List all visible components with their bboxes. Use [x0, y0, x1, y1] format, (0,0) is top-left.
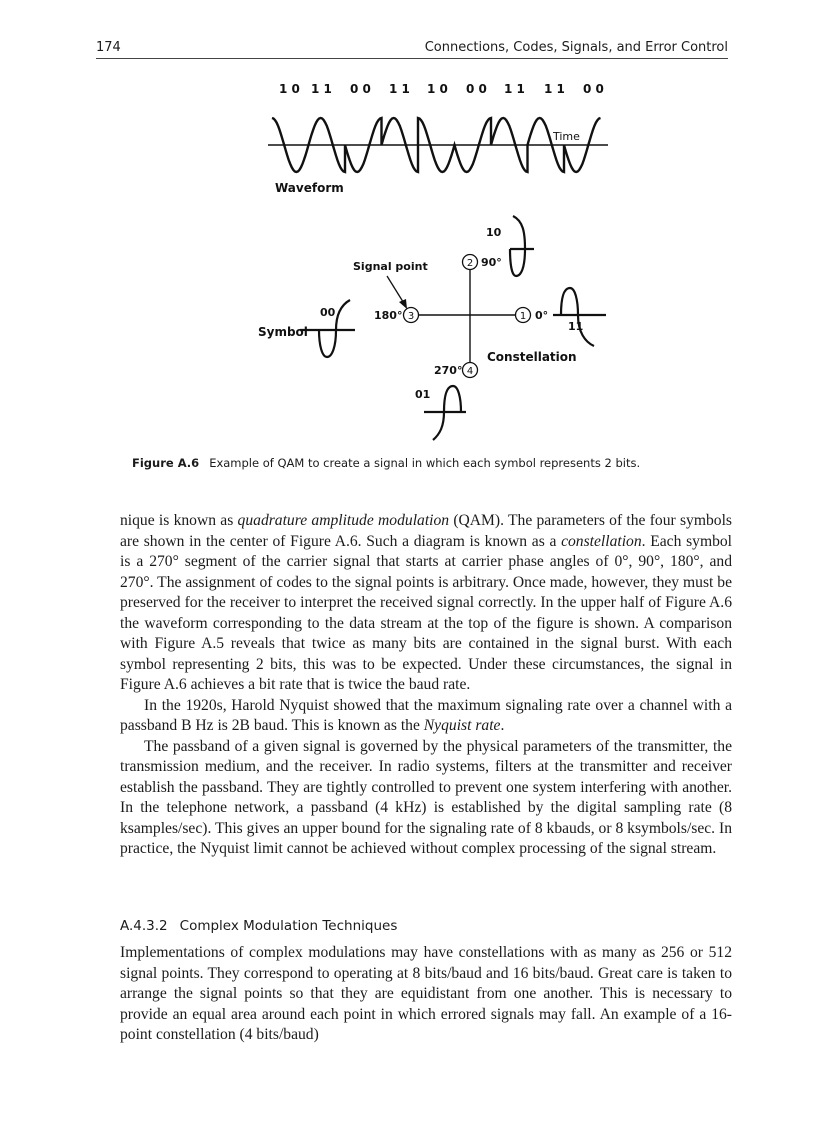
constellation-label: Constellation [487, 350, 577, 364]
angle-label-180: 180° [374, 309, 403, 322]
term-nyquist-rate: Nyquist rate [423, 717, 501, 734]
symbol-11-waveform [553, 288, 606, 346]
term-constellation: constellation [561, 532, 642, 550]
bit-pair: 0 0 [583, 82, 604, 96]
page-number: 174 [96, 40, 121, 55]
caption-label: Figure A.6 [132, 456, 200, 470]
paragraph: Implementations of complex modulations may have constellations with as many as 256 or 512 signal points. They correspond to operating at 8 bits/baud and 16 bits/baud. Great care is taken to arrange the signal points so that they are equidistant from one another. This is necessary to provide an equal area around each point in which errored signals may fall. An example of a 16-point constellation (4 bits/baud) [120, 944, 732, 1043]
bit-pair: 0 0 [350, 82, 371, 96]
signal-point-label: Signal point [353, 260, 428, 273]
text-run: In the 1920s, Harold Nyquist showed that the maximum signaling rate over a channel with a passband B Hz is 2B baud. This is known as the [120, 696, 732, 734]
angle-label-0: 0° [535, 309, 549, 322]
svg-text:3: 3 [407, 311, 415, 322]
text-run: nique is known as [120, 512, 238, 529]
bit-pair: 0 0 [466, 82, 487, 96]
waveform-label: Waveform [275, 181, 344, 195]
caption-text: Example of QAM to create a signal in which each symbol represents 2 bits. [209, 456, 641, 470]
paragraph: The passband of a given signal is governed by the physical parameters of the transmitter, the transmission medium, and the receiver. In radio systems, filters at the transmitter and receiver establish the passband. They are tightly controlled to prevent one system interfering with another. In the telephone network, a passband (4 kHz) is established by the digital sampling rate (8 ksamples/sec). This gives an upper bound for the signaling rate of 8 kbauds, or 8 ksymbols/sec. In practice, the Nyquist limit cannot be achieved without complex processing of the signal stream. [120, 737, 732, 857]
section-heading [120, 918, 397, 934]
section-title: Complex Modulation Techniques [179, 918, 398, 934]
section-number: A.4.3.2 [120, 918, 168, 934]
text-run: . [500, 717, 505, 734]
angle-label-90: 90° [481, 256, 502, 269]
text-run: (QAM). The parameters of the four symbols are shown in the center of Figure A.6. Such a diagram is known as a [120, 512, 732, 550]
bit-pair: 1 0 [427, 82, 448, 96]
body-text-block-1 [120, 511, 732, 860]
svg-text:2: 2 [466, 258, 474, 269]
running-title: Connections, Codes, Signals, and Error Control [424, 40, 728, 55]
figure-caption [132, 456, 752, 470]
signal-point-1 [516, 308, 531, 323]
term-qam: quadrature amplitude modulation [237, 512, 450, 529]
symbol-10-waveform [510, 216, 534, 276]
symbol-label: Symbol [258, 325, 308, 339]
bit-stream [279, 82, 604, 96]
angle-label-270: 270° [434, 364, 463, 377]
signal-point-2 [463, 255, 478, 270]
svg-text:1: 1 [519, 311, 527, 322]
code-label-00: 00 [320, 306, 336, 319]
time-label: Time [553, 130, 580, 143]
signal-point-3 [404, 308, 419, 323]
code-label-10: 10 [486, 226, 502, 239]
paragraph [120, 696, 732, 737]
bit-pair: 1 0 [279, 82, 300, 96]
qam-figure [0, 0, 816, 460]
signal-point-arrowhead [399, 299, 407, 309]
bit-pair: 1 1 [311, 82, 332, 96]
bit-pair: 1 1 [544, 82, 565, 96]
text-run: . Each symbol is a 270° segment of the carrier signal that starts at carrier phase angles of 0°, 90°, 180°, and 270°. The assignment of codes to the signal points is arbitrary. Once made, however, they must be preserved for the receiver to interpret the received signal correctly. In the upper half of Figure A.6 the waveform corresponding to the data stream at the top of the figure is shown. A comparison with Figure A.5 reveals that twice as many bits are contained in the signal burst. With each symbol representing 2 bits, this was to be expected. Under these circumstances, the signal in Figure A.6 achieves a bit rate that is twice the baud rate. [120, 532, 733, 693]
code-label-01: 01 [415, 388, 431, 401]
svg-text:4: 4 [466, 366, 474, 377]
paragraph [120, 511, 732, 696]
code-label-11: 11 [568, 320, 584, 333]
body-text-block-2 [120, 943, 732, 1046]
bit-pair: 1 1 [389, 82, 410, 96]
bit-pair: 1 1 [504, 82, 525, 96]
signal-point-4 [463, 363, 478, 378]
